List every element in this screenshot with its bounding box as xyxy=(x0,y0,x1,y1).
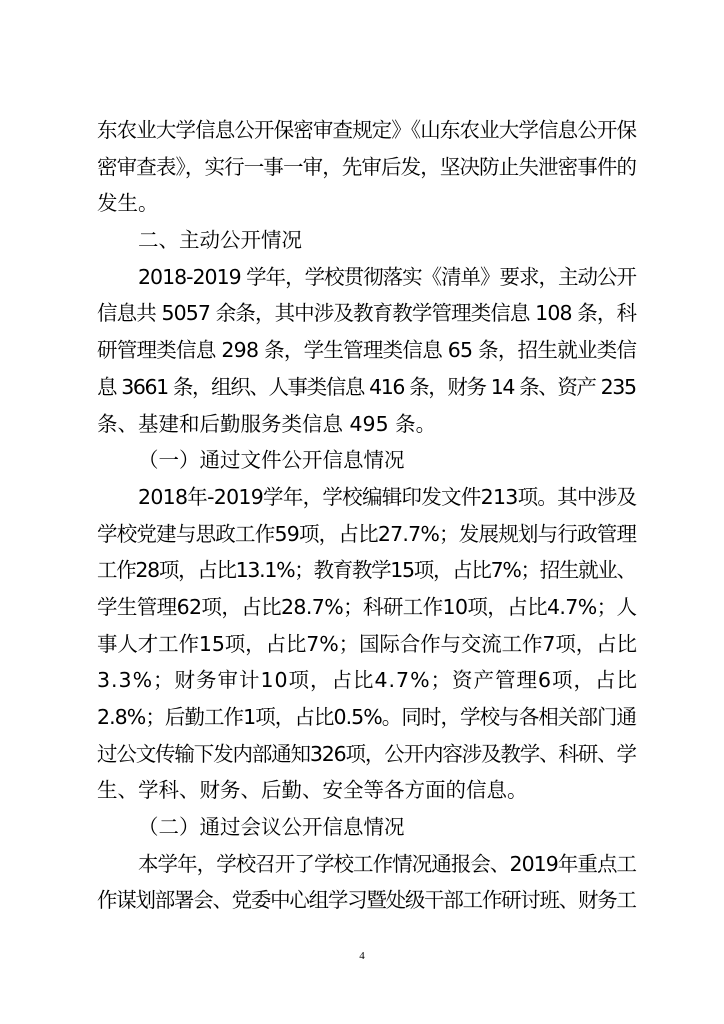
text-line: 作谋划部署会、党委中心组学习暨处级干部工作研讨班、财务工 xyxy=(97,888,636,913)
text-line: 研管理类信息 298 条，学生管理类信息 65 条，招生就业类信 xyxy=(97,338,637,363)
text-line: 条、基建和后勤服务类信息 495 条。 xyxy=(97,411,437,436)
text-line: 2.8%；后勤工作1项，占比0.5%。同时，学校与各相关部门通 xyxy=(97,705,637,729)
text-line: 学校党建与思政工作59项，占比27.7%；发展规划与行政管理 xyxy=(97,521,637,546)
text-line: 东农业大学信息公开保密审查规定》《山东农业大学信息公开保 xyxy=(97,118,637,142)
text-line: 信息共 5057 余条，其中涉及教育教学管理类信息 108 条，科 xyxy=(97,301,637,326)
text-line: 二、主动公开情况 xyxy=(138,228,302,253)
text-line: 工作28项，占比13.1%；教育教学15项，占比7%；招生就业、 xyxy=(97,558,636,583)
text-line: 密审查表》，实行一事一审，先审后发，坚决防止失泄密事件的 xyxy=(97,154,637,179)
page-number: 4 xyxy=(359,950,365,962)
text-line: 2018-2019 学年，学校贯彻落实《清单》要求，主动公开 xyxy=(138,264,636,289)
text-line: 过公文传输下发内部通知326项，公开内容涉及教学、科研、学 xyxy=(97,741,636,766)
text-line: 本学年，学校召开了学校工作情况通报会、2019年重点工 xyxy=(138,851,637,876)
text-line: 学生管理62项，占比28.7%；科研工作10项，占比4.7%；人 xyxy=(97,594,637,619)
text-line: 息 3661 条，组织、人事类信息 416 条，财务 14 条、资产 235 xyxy=(97,374,636,399)
text-line: 生、学科、财务、后勤、安全等各方面的信息。 xyxy=(97,778,528,803)
text-line: （二）通过会议公开信息情况 xyxy=(138,815,405,840)
body-text xyxy=(97,112,637,919)
text-line: 发生。 xyxy=(97,191,159,216)
text-line: 3.3%；财务审计10项，占比4.7%；资产管理6项，占比 xyxy=(97,668,638,693)
text-line: 事人才工作15项，占比7%；国际合作与交流工作7项，占比 xyxy=(97,631,637,656)
text-line: 2018年-2019学年，学校编辑印发文件213项。其中涉及 xyxy=(138,484,637,509)
text-line: （一）通过文件公开信息情况 xyxy=(138,448,405,473)
